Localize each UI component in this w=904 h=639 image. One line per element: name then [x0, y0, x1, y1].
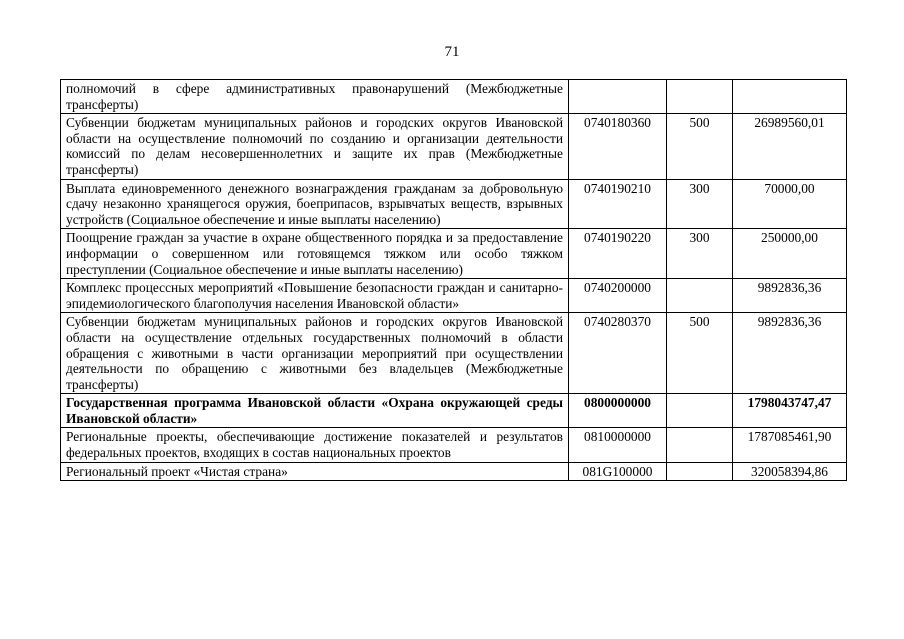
row-expense-type: 500 — [667, 114, 733, 179]
row-description: Выплата единовременного денежного вознаграждения гражданам за добровольную сдачу незаконно хранящегося оружия, боеприпасов, взрывчатых веществ, взрывных устройств (Социальное обеспечение и иные выплаты населению) — [61, 179, 569, 229]
row-description: Поощрение граждан за участие в охране общественного порядка и за предоставление информации о совершенном или готовящемся тяжком или особо тяжком преступлении (Социальное обеспечение и иные выплаты населению) — [61, 229, 569, 279]
row-target-code: 081G100000 — [569, 462, 667, 481]
row-sum: 320058394,86 — [733, 462, 847, 481]
row-sum: 26989560,01 — [733, 114, 847, 179]
row-description: Региональный проект «Чистая страна» — [61, 462, 569, 481]
row-description: Субвенции бюджетам муниципальных районов и городских округов Ивановской области на осуществление отдельных государственных полномочий в области обращения с животными в части организации мероприятий при осуществлении деятельности по обращению с животными без владельцев (Межбюджетные трансферты) — [61, 313, 569, 394]
page-number: 71 — [444, 44, 460, 60]
table-row — [61, 279, 847, 313]
row-target-code: 0740190220 — [569, 229, 667, 279]
row-description: Субвенции бюджетам муниципальных районов и городских округов Ивановской области на осуществление полномочий по созданию и организации деятельности комиссий по делам несовершеннолетних и защите их прав (Межбюджетные трансферты) — [61, 114, 569, 179]
table-row — [61, 428, 847, 462]
budget-table — [60, 79, 847, 481]
budget-table-body — [61, 80, 847, 481]
row-expense-type: 300 — [667, 229, 733, 279]
table-row — [61, 229, 847, 279]
table-row — [61, 80, 847, 114]
table-row — [61, 114, 847, 179]
row-description: Комплекс процессных мероприятий «Повышение безопасности граждан и санитарно-эпидемиологического благополучия населения Ивановской области» — [61, 279, 569, 313]
row-sum: 9892836,36 — [733, 313, 847, 394]
row-target-code: 0740200000 — [569, 279, 667, 313]
row-sum: 9892836,36 — [733, 279, 847, 313]
row-expense-type: 500 — [667, 313, 733, 394]
row-expense-type — [667, 80, 733, 114]
row-description: Государственная программа Ивановской области «Охрана окружающей среды Ивановской области» — [61, 394, 569, 428]
row-expense-type — [667, 279, 733, 313]
row-target-code — [569, 80, 667, 114]
row-sum: 70000,00 — [733, 179, 847, 229]
row-target-code: 0800000000 — [569, 394, 667, 428]
row-expense-type: 300 — [667, 179, 733, 229]
table-row — [61, 462, 847, 481]
row-target-code: 0810000000 — [569, 428, 667, 462]
table-row — [61, 313, 847, 394]
row-target-code: 0740190210 — [569, 179, 667, 229]
row-expense-type — [667, 462, 733, 481]
row-sum: 1798043747,47 — [733, 394, 847, 428]
row-sum: 250000,00 — [733, 229, 847, 279]
row-expense-type — [667, 394, 733, 428]
row-description: Региональные проекты, обеспечивающие достижение показателей и результатов федеральных проектов, входящих в состав национальных проектов — [61, 428, 569, 462]
row-sum: 1787085461,90 — [733, 428, 847, 462]
row-description: полномочий в сфере административных правонарушений (Межбюджетные трансферты) — [61, 80, 569, 114]
row-target-code: 0740180360 — [569, 114, 667, 179]
table-row — [61, 394, 847, 428]
row-expense-type — [667, 428, 733, 462]
table-row — [61, 179, 847, 229]
row-target-code: 0740280370 — [569, 313, 667, 394]
row-sum — [733, 80, 847, 114]
